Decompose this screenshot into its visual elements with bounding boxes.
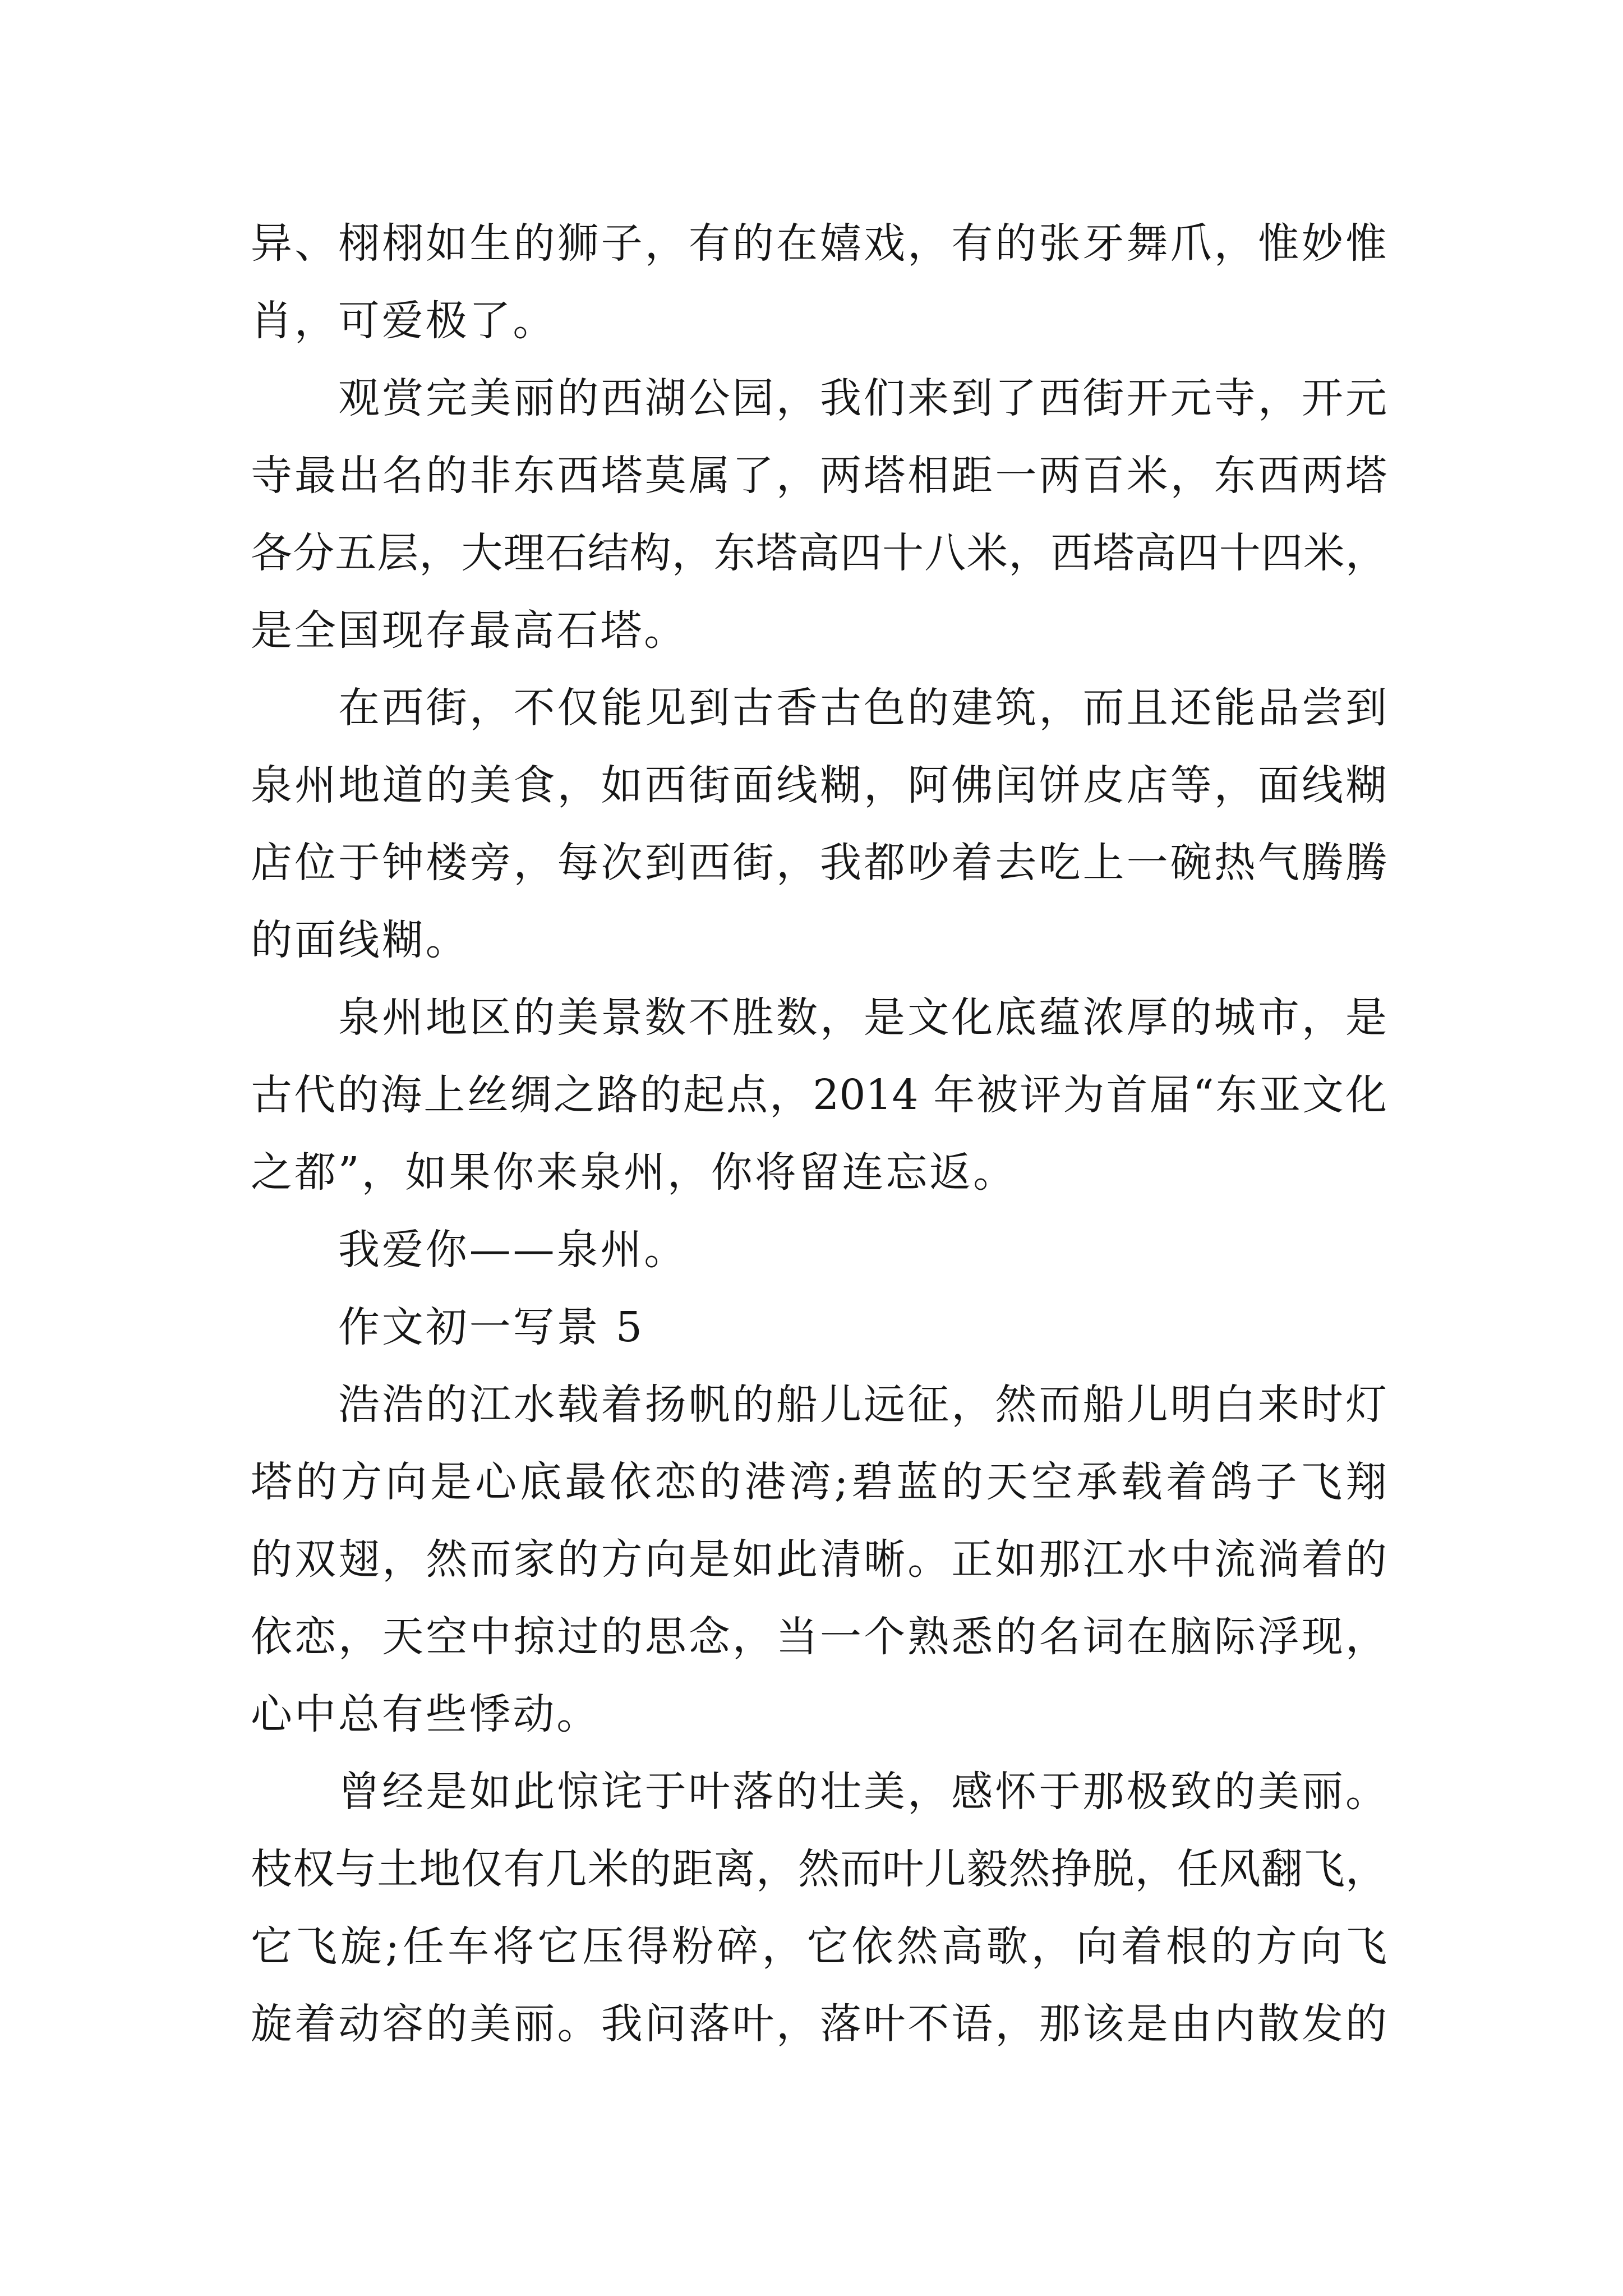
text-line: 古代的海上丝绸之路的起点，2014 年被评为首届“东亚文化	[251, 1071, 1387, 1119]
text-line: 店位于钟楼旁，每次到西街，我都吵着去吃上一碗热气腾腾	[251, 839, 1387, 887]
text-line: 依恋，天空中掠过的思念，当一个熟悉的名词在脑际浮现，	[251, 1613, 1387, 1661]
text-line: 肖，可爱极了。	[251, 297, 557, 345]
text-line: 泉州地道的美食，如西街面线糊，阿佛闰饼皮店等，面线糊	[251, 761, 1387, 809]
document-body	[251, 205, 1387, 2063]
text-line: 异、栩栩如生的狮子，有的在嬉戏，有的张牙舞爪，惟妙惟	[251, 219, 1387, 268]
text-line: 曾经是如此惊诧于叶落的壮美，感怀于那极致的美丽。	[338, 1768, 1387, 1816]
paragraph	[251, 1366, 1387, 1753]
text-line: 浩浩的江水载着扬帆的船儿远征，然而船儿明白来时灯	[338, 1381, 1387, 1429]
section-heading-block	[251, 1289, 1387, 1366]
text-line: 各分五层，大理石结构，东塔高四十八米，西塔高四十四米，	[251, 529, 1387, 577]
paragraph	[251, 979, 1387, 1211]
text-line: 的双翅，然而家的方向是如此清晰。正如那江水中流淌着的	[251, 1535, 1387, 1584]
text-line: 塔的方向是心底最依恋的港湾;碧蓝的天空承载着鸽子飞翔	[251, 1458, 1387, 1506]
text-line: 在西街，不仅能见到古香古色的建筑，而且还能品尝到	[338, 684, 1387, 732]
text-line: 观赏完美丽的西湖公园，我们来到了西街开元寺，开元	[338, 374, 1387, 422]
paragraph	[251, 1211, 1387, 1289]
section-heading: 作文初一写景 5	[338, 1303, 644, 1351]
text-line: 是全国现存最高石塔。	[251, 606, 688, 655]
text-line: 枝权与土地仅有几米的距离，然而叶儿毅然挣脱，任风翻飞，	[251, 1845, 1387, 1893]
text-line: 它飞旋;任车将它压得粉碎，它依然高歌，向着根的方向飞	[251, 1922, 1387, 1971]
text-line: 我爱你——泉州。	[338, 1226, 688, 1274]
paragraph	[251, 1753, 1387, 2063]
paragraph	[251, 669, 1387, 979]
text-line: 泉州地区的美景数不胜数，是文化底蕴浓厚的城市，是	[338, 993, 1387, 1042]
paragraph-continued	[251, 205, 1387, 360]
text-line: 之都”，如果你来泉州，你将留连忘返。	[251, 1148, 1017, 1197]
text-line: 的面线糊。	[251, 916, 469, 964]
text-line: 寺最出名的非东西塔莫属了，两塔相距一两百米，东西两塔	[251, 452, 1387, 500]
paragraph	[251, 360, 1387, 669]
text-line: 旋着动容的美丽。我问落叶，落叶不语，那该是由内散发的	[251, 2000, 1387, 2048]
text-line: 心中总有些悸动。	[251, 1690, 601, 1738]
